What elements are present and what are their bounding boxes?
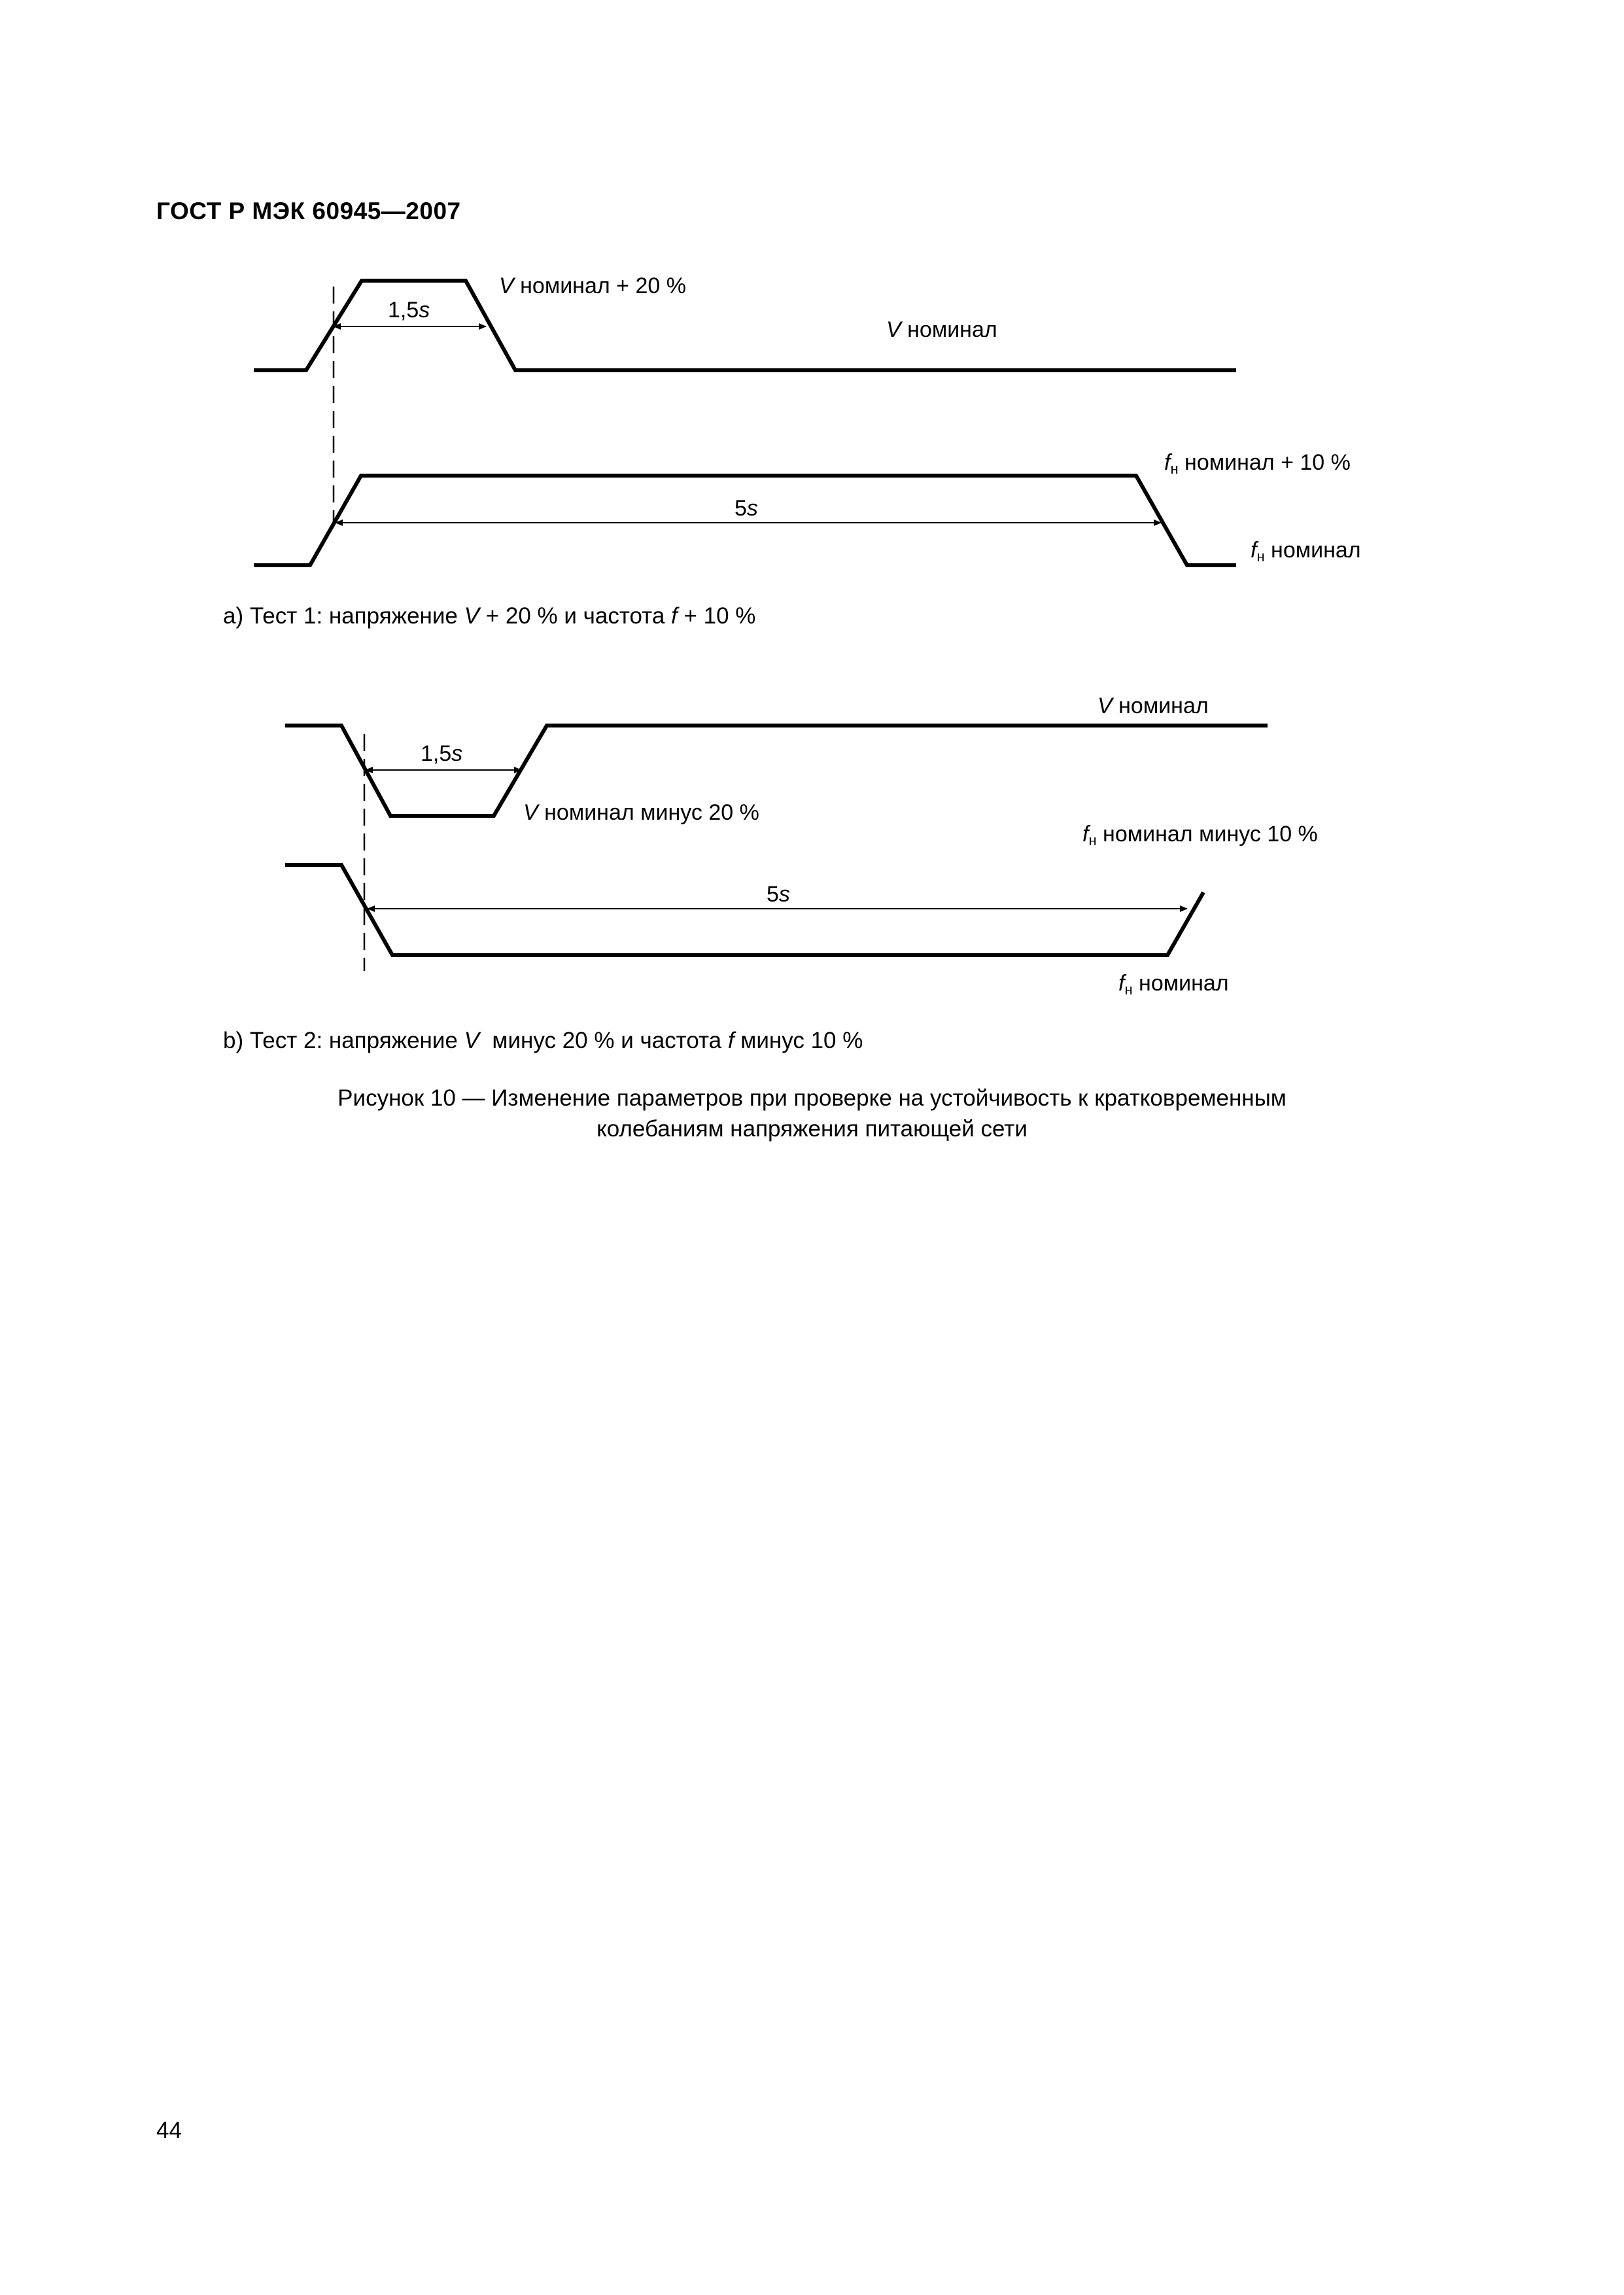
figure-caption-line2: колебаниям напряжения питающей сети <box>596 1116 1028 1142</box>
fig-b-f-low-label: $f_н$ номинал минус 10 % <box>1082 822 1318 849</box>
fig-a-v-nominal-label: V номинал <box>886 317 997 342</box>
fig-a-voltage-waveform <box>254 281 1236 370</box>
fig-b-caption: b) Тест 2: напряжение V минус 20 % и частота f минус 10 % <box>223 1028 863 1053</box>
fig-b-short-duration-label: 1,5s <box>421 741 463 766</box>
fig-b-v-nominal-label: V номинал <box>1097 693 1209 718</box>
page-number: 44 <box>156 2118 182 2143</box>
figure-diagrams <box>0 0 1624 1079</box>
fig-b-long-duration-label: 5s <box>767 882 790 907</box>
figure-caption <box>0 1083 1624 1144</box>
fig-b-v-low-label: V номинал минус 20 % <box>523 800 759 825</box>
fig-b-frequency-waveform <box>285 865 1203 955</box>
fig-a-short-duration-label: 1,5s <box>388 298 430 323</box>
fig-a-v-high-label: V номинал + 20 % <box>499 273 686 298</box>
fig-a-caption: а) Тест 1: напряжение V + 20 % и частота f + 10 % <box>223 603 756 629</box>
document-header: ГОСТ Р МЭК 60945—2007 <box>156 198 461 224</box>
fig-b-f-nominal-label: $f_н$ номинал <box>1118 971 1229 998</box>
figure-caption-line1: Рисунок 10 — Изменение параметров при проверке на устойчивость к кратковременным <box>337 1085 1287 1111</box>
fig-a-long-duration-label: 5s <box>734 496 758 521</box>
fig-a-f-high-label: $f_н$ номинал + 10 % <box>1164 450 1351 477</box>
fig-a-f-nominal-label: $f_н$ номинал <box>1251 538 1361 565</box>
